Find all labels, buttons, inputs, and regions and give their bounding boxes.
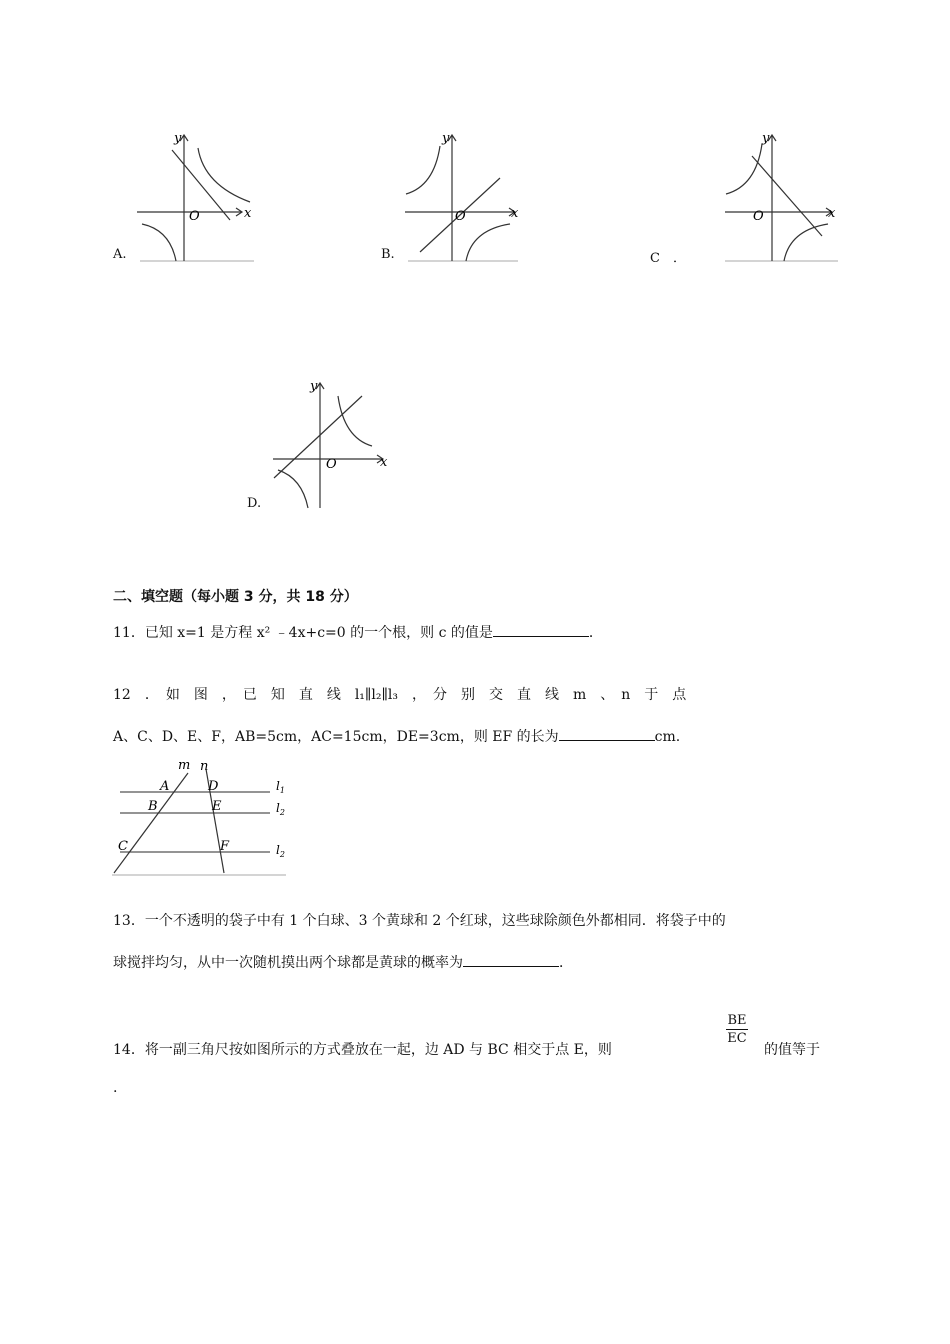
label-m: m xyxy=(178,758,191,773)
line-m xyxy=(114,773,188,873)
question-12 xyxy=(113,726,680,746)
q14-line2: . xyxy=(113,1080,118,1096)
option-b-graph xyxy=(400,130,525,265)
hyperbola-branch xyxy=(278,470,308,508)
q12-figure xyxy=(110,755,295,880)
question-11 xyxy=(113,622,603,642)
option-c-graph xyxy=(720,130,842,265)
line-graph xyxy=(752,156,822,236)
fraction-denominator: EC xyxy=(727,1031,747,1046)
x-label: x xyxy=(244,206,252,221)
q14-text: 14．将一副三角尺按如图所示的方式叠放在一起，边 AD 与 BC 相交于点 E，则 xyxy=(113,1042,612,1058)
q13-text: 球搅拌均匀，从中一次随机摸出两个球都是黄球的概率为 xyxy=(113,955,463,971)
origin-label: O xyxy=(189,209,200,224)
q12-line1: 12 ． 如 图 ， 已 知 直 线 l₁∥l₂∥l₃ ， 分 别 交 直 线 m 、 n 于 点 xyxy=(113,687,687,703)
y-label: y xyxy=(762,131,770,146)
label-l3: $l_2$ xyxy=(276,843,285,859)
y-label: y xyxy=(174,131,182,146)
hyperbola-branch xyxy=(466,224,510,261)
x-label: x xyxy=(380,455,388,470)
q14-fraction xyxy=(726,1012,748,1047)
label-B: B xyxy=(148,799,158,814)
label-l2: $l_2$ xyxy=(276,801,285,817)
q11-text: 11．已知 x=1 是方程 x² ﹣4x+c=0 的一个根，则 c 的值是 xyxy=(113,625,493,641)
option-a-graph xyxy=(132,130,262,265)
q12-text: A、C、D、E、F，AB=5cm，AC=15cm，DE=3cm，则 EF 的长为 xyxy=(113,729,559,745)
option-a-label: A. xyxy=(113,247,127,262)
origin-label: O xyxy=(455,209,466,224)
label-A: A xyxy=(160,779,170,794)
hyperbola-branch xyxy=(726,144,762,194)
option-c-label: C ． xyxy=(650,251,686,266)
q12-answer-blank[interactable] xyxy=(559,726,655,741)
x-label: x xyxy=(511,206,519,221)
label-C: C xyxy=(118,839,128,854)
option-d-label: D. xyxy=(247,496,262,511)
question-14 xyxy=(113,1039,612,1059)
x-label: x xyxy=(828,206,836,221)
line-graph xyxy=(274,396,362,478)
q13-text-end: ． xyxy=(559,955,573,971)
q13-line1: 13．一个不透明的袋子中有 1 个白球、3 个黄球和 2 个红球，这些球除颜色外都相同．将袋子中的 xyxy=(113,913,726,929)
q11-text-end: ． xyxy=(588,625,603,641)
hyperbola-branch xyxy=(784,224,828,261)
q11-answer-blank[interactable] xyxy=(493,622,589,637)
label-n: n xyxy=(200,759,209,774)
origin-label: O xyxy=(753,209,764,224)
label-l1: $l_1$ xyxy=(276,779,285,795)
q13-answer-blank[interactable] xyxy=(463,952,559,967)
fraction-numerator: BE xyxy=(727,1013,747,1028)
hyperbola-branch xyxy=(406,146,440,194)
hyperbola-branch xyxy=(338,396,372,446)
label-D: D xyxy=(208,779,219,794)
origin-label: O xyxy=(326,457,337,472)
question-13 xyxy=(113,952,573,972)
hyperbola-branch xyxy=(142,224,176,261)
option-b-label: B. xyxy=(381,247,395,262)
hyperbola-branch xyxy=(198,148,250,202)
q12-text-end: cm. xyxy=(654,729,681,745)
q14-text-end: 的值等于 xyxy=(764,1042,820,1058)
y-label: y xyxy=(442,131,450,146)
option-d-graph xyxy=(268,378,393,510)
y-label: y xyxy=(310,379,318,394)
section-title: 二、填空题（每小题 3 分，共 18 分） xyxy=(113,589,358,605)
label-E: E xyxy=(212,799,222,814)
label-F: F xyxy=(220,839,230,854)
